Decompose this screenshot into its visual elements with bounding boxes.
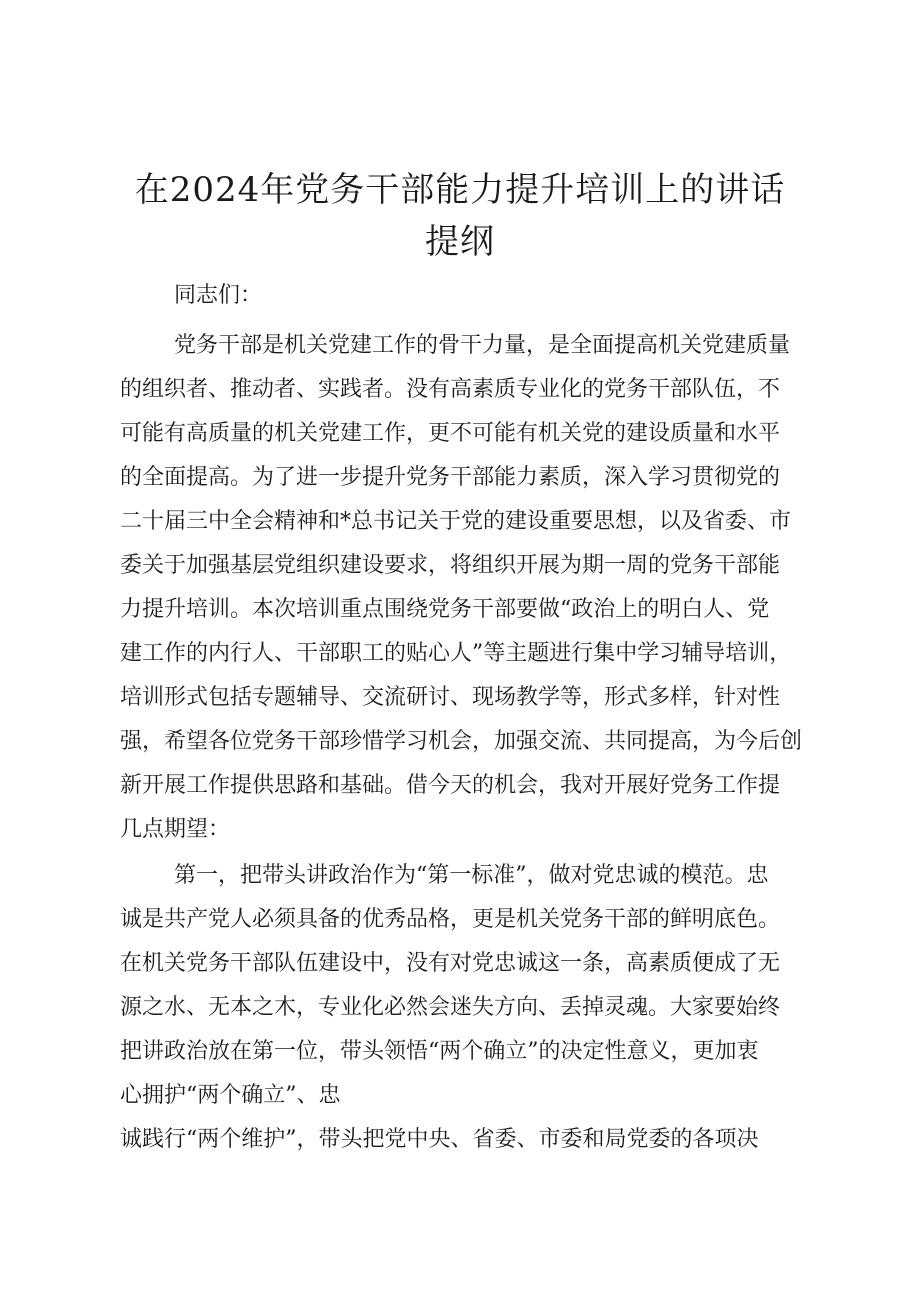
paragraph-line: 诚是共产党人必须具备的优秀品格，更是机关党务干部的鲜明底色。 (120, 907, 781, 932)
document-title: 在2024年党务干部能力提升培训上的讲话提纲 (134, 170, 786, 262)
paragraph-line: 培训形式包括专题辅导、交流研讨、现场教学等，形式多样，针对性 (120, 685, 781, 710)
salutation: 同志们： (174, 283, 263, 308)
paragraph-line: 强，希望各位党务干部珍惜学习机会，加强交流、共同提高，为今后创 (120, 729, 803, 754)
paragraph-line: 在机关党务干部队伍建设中，没有对党忠诚这一条，高素质便成了无 (120, 951, 781, 976)
paragraph-line: 把讲政治放在第一位，带头领悟“两个确立”的决定性意义，更加衷 (120, 1039, 759, 1064)
paragraph-line: 二十届三中全会精神和*总书记关于党的建设重要思想，以及省委、市 (120, 509, 792, 534)
paragraph-line: 第一，把带头讲政治作为“第一标准”，做对党忠诚的模范。忠 (174, 863, 769, 888)
paragraph-line: 诚践行“两个维护”，带头把党中央、省委、市委和局党委的各项决 (120, 1127, 759, 1152)
paragraph-line: 党务干部是机关党建工作的骨干力量，是全面提高机关党建质量 (174, 333, 791, 358)
paragraph-line: 的组织者、推动者、实践者。没有高素质专业化的党务干部队伍，不 (120, 377, 781, 402)
paragraph-line: 建工作的内行人、干部职工的贴心人”等主题进行集中学习辅导培训， (120, 641, 792, 666)
paragraph-line: 心拥护“两个确立”、忠 (120, 1083, 341, 1108)
paragraph-line: 可能有高质量的机关党建工作，更不可能有机关党的建设质量和水平 (120, 421, 781, 446)
paragraph-line: 新开展工作提供思路和基础。借今天的机会，我对开展好党务工作提 (120, 773, 781, 798)
paragraph-line: 的全面提高。为了进一步提升党务干部能力素质，深入学习贯彻党的 (120, 465, 781, 490)
paragraph-line: 几点期望： (120, 817, 231, 842)
paragraph-line: 委关于加强基层党组织建设要求，将组织开展为期一周的党务干部能 (120, 553, 781, 578)
paragraph-line: 力提升培训。本次培训重点围绕党务干部要做“政治上的明白人、党 (120, 597, 770, 622)
paragraph-line: 源之水、无本之木，专业化必然会迷失方向、丢掉灵魂。大家要始终 (120, 995, 781, 1020)
